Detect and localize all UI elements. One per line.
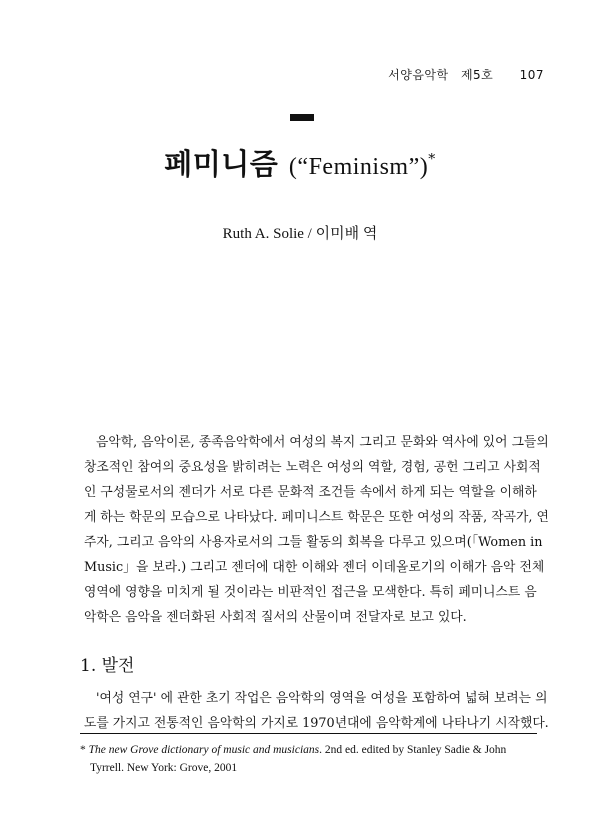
footnote-line xyxy=(80,741,540,759)
footnote-line: Tyrrell. New York: Grove, 2001 xyxy=(90,762,238,774)
body-line: '여성 연구' 에 관한 초기 작업은 음악학의 영역을 여성을 포함하여 넓혀 보려는 의 xyxy=(96,691,548,706)
body-line: 도를 가지고 전통적인 음악학의 가지로 1970년대에 음악학계에 나타나기 시작했다. xyxy=(84,716,549,731)
section-heading: 1. 발전 xyxy=(80,656,135,676)
page-number: 107 xyxy=(519,68,544,82)
abstract-line: 음악학, 음악이론, 종족음악학에서 여성의 복지 그리고 문화와 역사에 있어 그들의 xyxy=(96,435,549,450)
abstract-line: 인 구성물로서의 젠더가 서로 다른 문화적 조건들 속에서 하게 되는 역할을 이해하 xyxy=(84,485,537,500)
journal-name: 서양음악학 xyxy=(388,68,449,82)
footnote-details: . 2nd ed. edited by Stanley Sadie & John xyxy=(319,744,507,756)
footnote xyxy=(80,741,540,777)
footnote-rule xyxy=(80,733,537,734)
issue-number: 제5호 xyxy=(460,68,494,82)
author-line: Ruth A. Solie / 이미배 역 xyxy=(222,226,378,242)
body-text xyxy=(84,686,549,736)
running-head xyxy=(380,66,544,83)
abstract-line: 주자, 그리고 음악의 사용자로서의 그들 활동의 회복을 다루고 있으며(「Women in xyxy=(84,535,543,550)
abstract-line: 창조적인 참여의 중요성을 밝히려는 노력은 여성의 역할, 경험, 공헌 그리고 사회적 xyxy=(84,460,541,475)
abstract-line: 악학은 음악을 젠더화된 사회적 질서의 산물이며 전달자로 보고 있다. xyxy=(84,610,467,625)
footnote-marker: * xyxy=(428,151,436,168)
abstract-line: Music」을 보라.) 그리고 젠더에 대한 이해와 젠더 이데올로기의 이해가 음악 전체 xyxy=(84,560,545,575)
abstract-line: 영역에 영향을 미치게 될 것이라는 비판적인 접근을 모색한다. 특히 페미니스트 음 xyxy=(84,585,537,600)
abstract-line: 게 하는 학문의 모습으로 나타났다. 페미니스트 학문은 또한 여성의 작품, 작곡가, 연 xyxy=(84,510,549,525)
article-title xyxy=(0,142,600,183)
title-korean: 페미니즘 xyxy=(164,147,279,181)
section-mark xyxy=(290,114,314,121)
footnote-title: The new Grove dictionary of music and musicians xyxy=(88,744,320,756)
footnote-marker-text: * xyxy=(80,744,89,756)
title-english: (“Feminism”) xyxy=(288,154,429,180)
abstract xyxy=(84,430,549,630)
